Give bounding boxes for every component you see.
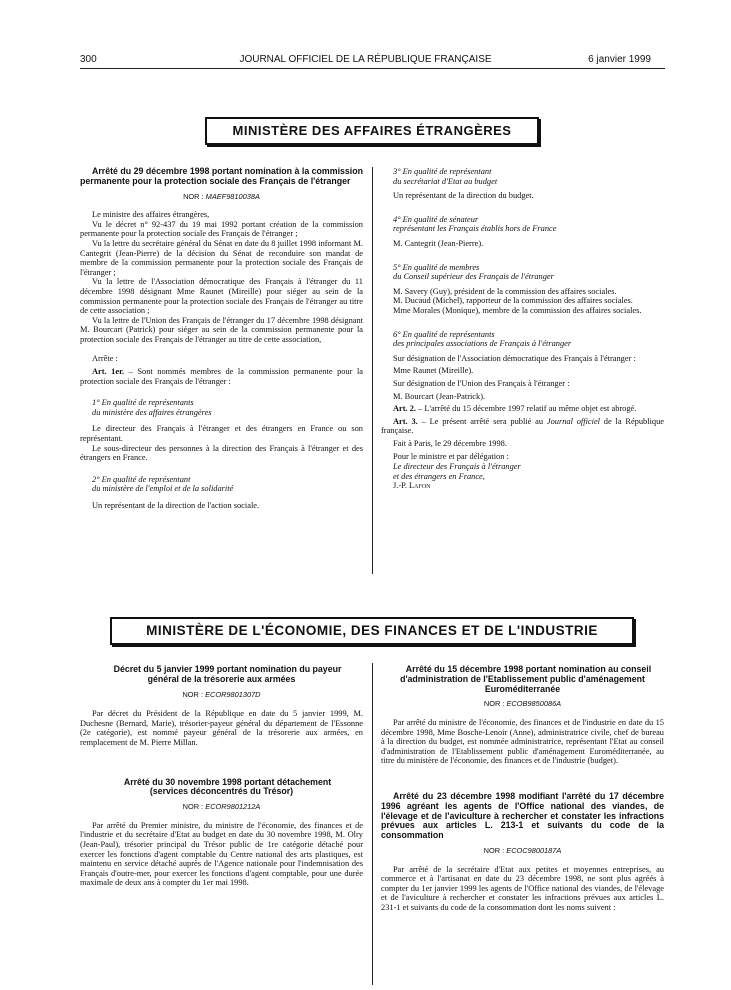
article-text: – Le présent arrêté sera publié au xyxy=(417,416,547,426)
paragraph: Vu la lettre de l'Association démocratique des Français à l'étranger du 11 décembre 1998 désignant Mme Raunet (Mireille) pour siéger au sein de la commission permanente pour la protection sociale des Français de l'étranger au titre de cette association ; xyxy=(80,277,363,316)
journal-name: Journal officiel xyxy=(546,416,600,426)
article-1 xyxy=(80,367,363,386)
nor-code: ECOR9801212A xyxy=(205,802,261,812)
decree-title: Arrêté du 23 décembre 1998 modifiant l'arrêté du 17 décembre 1996 agréant les agents de l'Office national des viandes, de l'élevage et de l'aviculture à rechercher et constater les infractions prévues aux articles L. 213-1 et suivants du code de la consommation xyxy=(381,790,664,841)
paragraph: Sur désignation de l'Association démocratique des Français à l'étranger : xyxy=(393,353,636,363)
section1-left-column xyxy=(80,167,363,511)
nor-reference xyxy=(381,699,664,709)
decree-title: Décret du 5 janvier 1999 portant nomination du payeur général de la trésorerie aux armées xyxy=(113,664,342,684)
paragraph: Par arrêté du ministre de l'économie, des finances et de l'industrie en date du 15 décembre 1998, Mme Bosche-Lenoir (Anne), administratrice civile, chef de bureau à la direction du budget, est nommée administratrice, représentant l'Etat au conseil d'administration de l'Etablissement public d'aménagement Euroméditerranée, au titre du ministère de l'économie, des finances et de l'industrie (budget). xyxy=(381,717,664,766)
paragraph: Vu la lettre de l'Union des Français de l'étranger du 17 décembre 1998 désignant M. Bourcart (Patrick) pour siéger au sein de la commission permanente pour la protection sociale des Français de l'étranger au titre de cette association, xyxy=(80,315,363,344)
paragraph: M. Ducaud (Michel), rapporteur de la commission des affaires sociales. xyxy=(393,296,633,306)
ministry-heading-economy: MINISTÈRE DE L'ÉCONOMIE, DES FINANCES ET DE L'INDUSTRIE xyxy=(110,617,634,645)
subheading: 1° En qualité de représentants xyxy=(92,398,194,408)
decree-title: Arrêté du 15 décembre 1998 portant nomination au conseil d'administration de l'Etablissement public d'aménagement Euroméditerranée xyxy=(400,664,652,694)
signature-line: Pour le ministre et par délégation : xyxy=(393,452,509,462)
issue-date: 6 janvier 1999 xyxy=(588,54,651,65)
nor-label: NOR : xyxy=(483,845,505,855)
paragraph: Un représentant de la direction de l'action sociale. xyxy=(92,501,260,511)
signature-line: et des étrangers en France, xyxy=(393,471,485,481)
subheading: 3° En qualité de représentant xyxy=(393,167,492,176)
arrete-label: Arrête : xyxy=(92,353,118,363)
nor-label: NOR : xyxy=(182,689,203,699)
nor-code: ECOB9850086A xyxy=(506,699,562,709)
paragraph: Par arrêté de la secrétaire d'Etat aux petites et moyennes entreprises, au commerce et à l'artisanat en date du 23 décembre 1998, ne sont plus agréés à compter du 1er janvier 1999 les agents de l'Office national des viandes, de l'élevage et de l'aviculture à rechercher et constater les infractions prévues aux articles L. 231-1 et suivants du code de la consommation dont les noms suivent : xyxy=(381,864,664,912)
paragraph: Le ministre des affaires étrangères, xyxy=(92,210,210,220)
column-separator xyxy=(372,663,373,985)
paragraph: M. Savery (Guy), président de la commission des affaires sociales. xyxy=(393,286,617,296)
paragraph: Un représentant de la direction du budget. xyxy=(393,191,534,201)
article-label: Art. 3. xyxy=(393,416,418,426)
article-text: – Sont nommés membres de la commission permanente pour la protection sociale des Français de l'étranger : xyxy=(80,367,364,386)
nor-label: NOR : xyxy=(483,699,505,709)
nor-label: NOR : xyxy=(183,191,204,201)
article-3 xyxy=(381,417,664,436)
signatory-name: J.-P. Lafon xyxy=(393,481,431,491)
subheading: du ministère des affaires étrangères xyxy=(92,407,212,417)
paragraph: M. Cantegrit (Jean-Pierre). xyxy=(393,238,484,248)
header-rule xyxy=(80,68,665,69)
subheading: 6° En qualité de représentants xyxy=(393,329,495,339)
subheading: du ministère de l'emploi et de la solidarité xyxy=(92,484,234,494)
nor-reference xyxy=(80,802,363,812)
article-label: Art. 1er. xyxy=(92,367,125,377)
paragraph: Le sous-directeur des personnes à la direction des Français à l'étranger et des étrangers en France. xyxy=(80,443,363,463)
article-text: – L'arrêté du 15 décembre 1997 relatif au même objet est abrogé. xyxy=(416,404,637,414)
nor-code: MAEF9810038A xyxy=(205,191,260,201)
section2-left-column xyxy=(80,665,363,888)
article-text: de la République française. xyxy=(381,416,664,436)
paragraph: Sur désignation de l'Union des Français à l'étranger : xyxy=(393,378,570,388)
section1-right-column xyxy=(381,167,664,491)
nor-reference xyxy=(80,192,363,202)
section2-right-column xyxy=(381,665,664,913)
paragraph: Mme Raunet (Mireille). xyxy=(393,366,474,376)
nor-code: ECOR9801307D xyxy=(205,689,261,699)
subheading: 4° En qualité de sénateur xyxy=(393,214,479,224)
article-2 xyxy=(381,404,664,414)
nor-reference xyxy=(80,690,363,700)
subheading: du Conseil supérieur des Français de l'étranger xyxy=(393,272,554,282)
paragraph: Fait à Paris, le 29 décembre 1998. xyxy=(393,438,507,448)
column-separator xyxy=(372,167,373,574)
subheading: du secrétariat d'Etat au budget xyxy=(393,176,498,186)
article-label: Art. 2. xyxy=(393,404,417,414)
decree-title: Arrêté du 30 novembre 1998 portant détachement (services déconcentrés du Trésor) xyxy=(123,776,332,797)
paragraph: Mme Morales (Monique), membre de la commission des affaires sociales. xyxy=(393,305,642,315)
journal-title: JOURNAL OFFICIEL DE LA RÉPUBLIQUE FRANÇAISE xyxy=(239,54,492,65)
paragraph: Par décret du Président de la République en date du 5 janvier 1999, M. Duchesne (Bernard, Marie), trésorier-payeur général du département de l'Essonne (2e catégorie), est nommé payeur général de la trésorerie aux armées, en remplacement de M. Pierre Millan. xyxy=(80,709,363,747)
signature-line: Le directeur des Français à l'étranger xyxy=(393,462,521,472)
page-number: 300 xyxy=(80,54,97,65)
nor-code: ECOC9800187A xyxy=(506,845,562,855)
ministry-heading-foreign-affairs: MINISTÈRE DES AFFAIRES ÉTRANGÈRES xyxy=(205,117,539,145)
paragraph: Par arrêté du Premier ministre, du ministre de l'économie, des finances et de l'industrie et du secrétaire d'Etat au budget en date du 30 novembre 1998, M. Olry (Jean-Paul), trésorier principal du Trésor public de 1re catégorie détaché pour exercer les fonctions d'agent comptable du Centre national des arts plastiques, est maintenu en service détaché auprès de l'Agence nationale pour l'indemnisation des Français d'outre-mer, pour exercer les fonctions d'agent comptable, pour une durée maximale de deux ans à compter du 1er mai 1998. xyxy=(80,820,363,888)
paragraph: M. Bourcart (Jean-Patrick). xyxy=(393,391,486,401)
decree-title: Arrêté du 29 décembre 1998 portant nomination à la commission permanente pour la protection sociale des Français de l'étranger xyxy=(80,166,363,186)
paragraph: Le directeur des Français à l'étranger et des étrangers en France ou son représentant. xyxy=(80,424,363,444)
paragraph: Vu la lettre du secrétaire général du Sénat en date du 8 juillet 1998 informant M. Cantegrit (Jean-Pierre) de la décision du Sénat de reconduire son mandat de membre de la commission permanente pour la protection sociale des Français de l'étranger ; xyxy=(80,238,363,277)
subheading: représentant les Français établis hors de France xyxy=(393,224,557,234)
nor-reference xyxy=(381,846,664,856)
subheading: des principales associations de Français à l'étranger xyxy=(393,339,572,349)
subheading: 2° En qualité de représentant xyxy=(92,474,191,484)
nor-label: NOR : xyxy=(182,802,204,812)
paragraph: Vu le décret n° 92-437 du 19 mai 1992 portant création de la commission permanente pour la protection sociale des Français de l'étranger ; xyxy=(80,219,363,239)
subheading: 5° En qualité de membres xyxy=(393,262,480,272)
